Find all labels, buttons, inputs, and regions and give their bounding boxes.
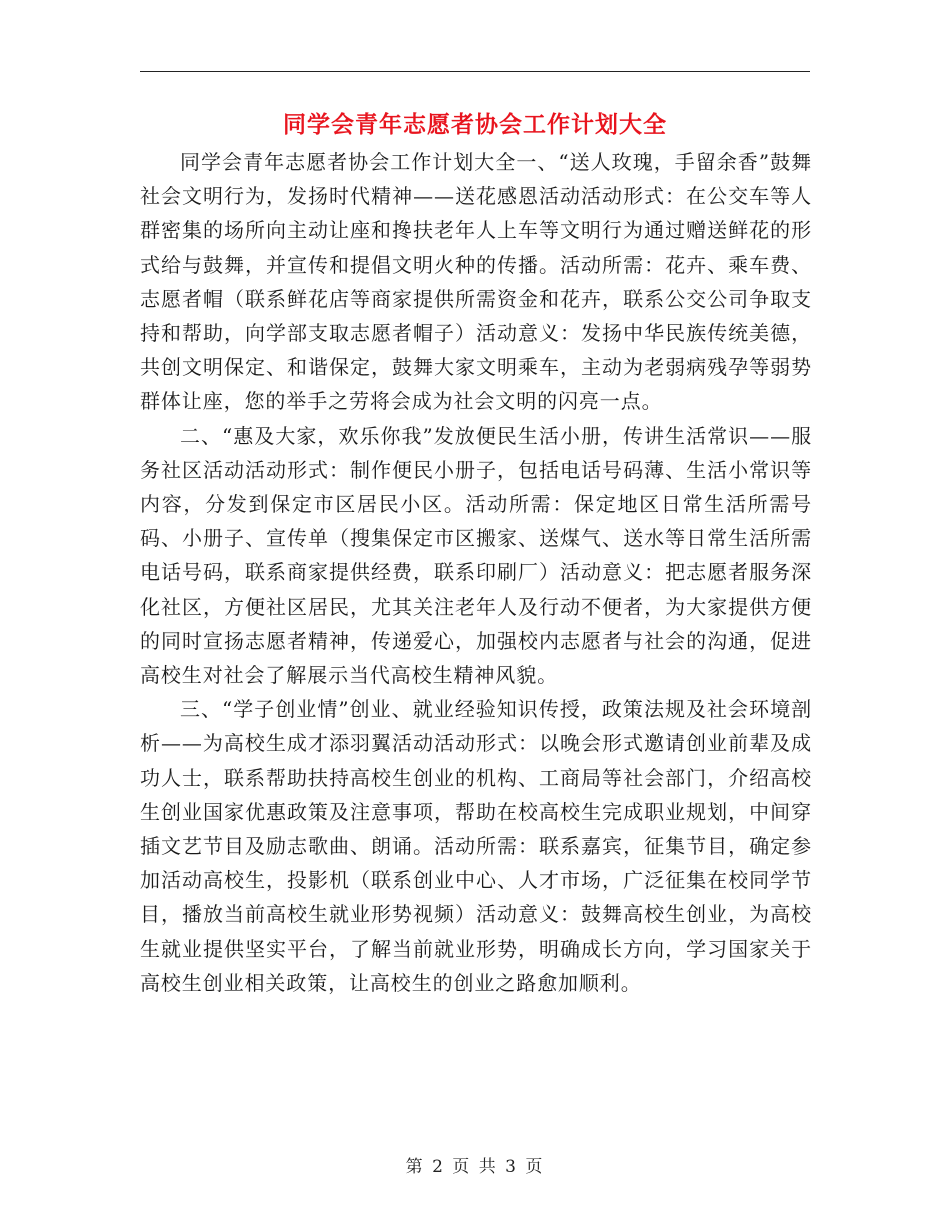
document-title: 同学会青年志愿者协会工作计划大全: [283, 111, 667, 138]
footer-mid: 页 共: [452, 1157, 498, 1177]
footer-total-pages: 3: [505, 1157, 518, 1177]
footer-suffix: 页: [525, 1157, 545, 1177]
footer-prefix: 第: [405, 1157, 425, 1177]
paragraph-1: 同学会青年志愿者协会工作计划大全一、“送人玫瑰，手留余香”鼓舞社会文明行为，发扬时代精神——送花感恩活动活动形式：在公交车等人群密集的场所向主动让座和搀扶老年人上车等文明行为通过赠送鲜花的形式给与鼓舞，并宣传和提倡文明火种的传播。活动所需：花卉、乘车费、志愿者帽（联系鲜花店等商家提供所需资金和花卉，联系公交公司争取支持和帮助，向学部支取志愿者帽子）活动意义：发扬中华民族传统美德，共创文明保定、和谐保定，鼓舞大家文明乘车，主动为老弱病残孕等弱势群体让座，您的举手之劳将会成为社会文明的闪亮一点。: [140, 150, 812, 414]
document-body: [140, 145, 812, 1000]
paragraph-2: 二、“惠及大家，欢乐你我”发放便民生活小册，传讲生活常识——服务社区活动活动形式：制作便民小册子，包括电话号码薄、生活小常识等内容，分发到保定市区居民小区。活动所需：保定地区日常生活所需号码、小册子、宣传单（搜集保定市区搬家、送煤气、送水等日常生活所需电话号码，联系商家提供经费，联系印刷厂）活动意义：把志愿者服务深化社区，方便社区居民，尤其关注老年人及行动不便者，为大家提供方便的同时宣扬志愿者精神，传递爱心，加强校内志愿者与社会的沟通，促进高校生对社会了解展示当代高校生精神风貌。: [140, 423, 812, 688]
paragraph-3: 三、“学子创业情”创业、就业经验知识传授，政策法规及社会环境剖析——为高校生成才添羽翼活动活动形式：以晚会形式邀请创业前辈及成功人士，联系帮助扶持高校生创业的机构、工商局等社会部门，介绍高校生创业国家优惠政策及注意事项，帮助在校高校生完成职业规划，中间穿插文艺节目及励志歌曲、朗诵。活动所需：联系嘉宾，征集节目，确定参加活动高校生，投影机（联系创业中心、人才市场，广泛征集在校同学节目，播放当前高校生就业形势视频）活动意义：鼓舞高校生创业，为高校生就业提供坚实平台，了解当前就业形势，明确成长方向，学习国家关于高校生创业相关政策，让高校生的创业之路愈加顺利。: [140, 697, 812, 995]
page-footer: [0, 1152, 950, 1177]
footer-current-page: 2: [432, 1157, 445, 1177]
header-rule: [140, 71, 810, 72]
